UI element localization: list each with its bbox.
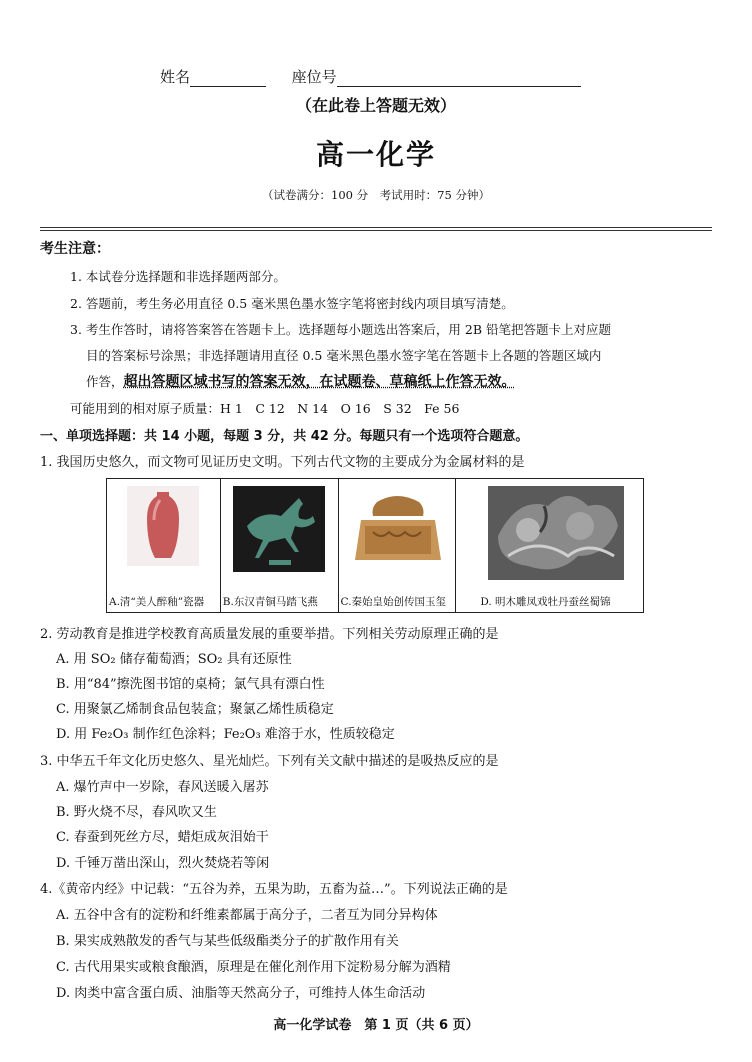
question-2-option-d: D. 用 Fe₂O₃ 制作红色涂料；Fe₂O₃ 难溶于水，性质较稳定 xyxy=(56,727,395,742)
artifact-table xyxy=(106,478,644,613)
question-4-option-b: B. 果实成熟散发的香气与某些低级酯类分子的扩散作用有关 xyxy=(56,934,399,949)
question-3-option-b: B. 野火烧不尽，春风吹又生 xyxy=(56,805,217,820)
jade-seal-image xyxy=(351,486,445,572)
question-4-option-d: D. 肉类中富含蛋白质、油脂等天然高分子，可维持人体生命活动 xyxy=(56,986,426,1001)
question-3-option-a: A. 爆竹声中一岁除，春风送暖入屠苏 xyxy=(56,780,269,795)
question-2-option-b: B. 用“84”擦洗图书馆的桌椅；氯气具有漂白性 xyxy=(56,677,325,692)
bronze-horse-image xyxy=(233,486,325,572)
porcelain-vase-image xyxy=(127,486,199,566)
question-4-option-c: C. 古代用果实或粮食酿酒，原理是在催化剂作用下淀粉易分解为酒精 xyxy=(56,960,451,975)
option-b-cell xyxy=(220,479,338,613)
page-footer: 高一化学试卷 第 1 页（共 6 页） xyxy=(273,1018,479,1033)
question-3-option-d: D. 千锤万凿出深山，烈火焚烧若等闲 xyxy=(56,856,270,871)
invalid-note: （在此卷上答题无效） xyxy=(295,96,456,115)
question-4-stem: 4.《黄帝内经》中记载：“五谷为养，五果为助，五畜为益…”。下列说法正确的是 xyxy=(40,882,508,897)
option-a-cell xyxy=(107,479,221,613)
notice-text: 作答， xyxy=(86,374,124,389)
notice-heading: 考生注意： xyxy=(40,241,110,257)
question-4-option-a: A. 五谷中含有的淀粉和纤维素都属于高分子，二者互为同分异构体 xyxy=(56,908,438,923)
exam-header xyxy=(160,66,581,87)
option-b-label: B.东汉青铜马踏飞燕 xyxy=(222,596,318,608)
name-blank xyxy=(190,71,266,87)
section-heading: 一、单项选择题：共 14 小题，每题 3 分，共 42 分。每题只有一个选项符合题意。 xyxy=(40,429,529,444)
notice-emphasis: 超出答题区域书写的答案无效，在试题卷、草稿纸上作答无效。 xyxy=(123,374,516,390)
exam-info: （试卷满分：100 分 考试用时：75 分钟） xyxy=(262,188,490,202)
question-3-option-c: C. 春蚕到死丝方尽，蜡炬成灰泪始干 xyxy=(56,830,269,845)
divider xyxy=(40,227,712,228)
option-d-label: D. 明木雕凤戏牡丹蚕丝蜀锦 xyxy=(480,596,611,608)
notice-item-1: 1. 本试卷分选择题和非选择题两部分。 xyxy=(70,269,286,284)
notice-item-3-cont2 xyxy=(86,371,516,391)
question-3-stem: 3. 中华五千年文化历史悠久、星光灿烂。下列有关文献中描述的是吸热反应的是 xyxy=(40,754,499,769)
atomic-masses: 可能用到的相对原子质量：H 1 C 12 N 14 O 16 S 32 Fe 56 xyxy=(70,401,460,416)
option-c-cell xyxy=(338,479,456,613)
question-2-option-a: A. 用 SO₂ 储存葡萄酒；SO₂ 具有还原性 xyxy=(56,652,292,667)
seat-blank xyxy=(337,71,581,87)
name-label: 姓名 xyxy=(160,68,191,86)
option-c-label: C.秦始皇始创传国玉玺 xyxy=(340,596,447,608)
question-2-option-c: C. 用聚氯乙烯制食品包装盒；聚氯乙烯性质稳定 xyxy=(56,702,334,717)
page-title: 高一化学 xyxy=(315,138,436,171)
wood-carving-image xyxy=(488,486,624,580)
divider xyxy=(40,230,712,231)
question-1-stem: 1. 我国历史悠久，而文物可见证历史文明。下列古代文物的主要成分为金属材料的是 xyxy=(40,455,525,470)
option-d-cell xyxy=(456,479,644,613)
question-2-stem: 2. 劳动教育是推进学校教育高质量发展的重要举措。下列相关劳动原理正确的是 xyxy=(40,627,499,642)
notice-item-3: 3. 考生作答时，请将答案答在答题卡上。选择题每小题选出答案后，用 2B 铅笔把答题卡上对应题 xyxy=(70,322,611,337)
seat-label: 座位号 xyxy=(291,68,337,86)
notice-item-3-cont: 目的答案标号涂黑；非选择题请用直径 0.5 毫米黑色墨水签字笔在答题卡上各题的答题区域内 xyxy=(86,348,602,363)
notice-item-2: 2. 答题前，考生务必用直径 0.5 毫米黑色墨水签字笔将密封线内项目填写清楚。 xyxy=(70,296,514,311)
option-a-label: A.清“美人醉釉”瓷器 xyxy=(109,596,205,608)
